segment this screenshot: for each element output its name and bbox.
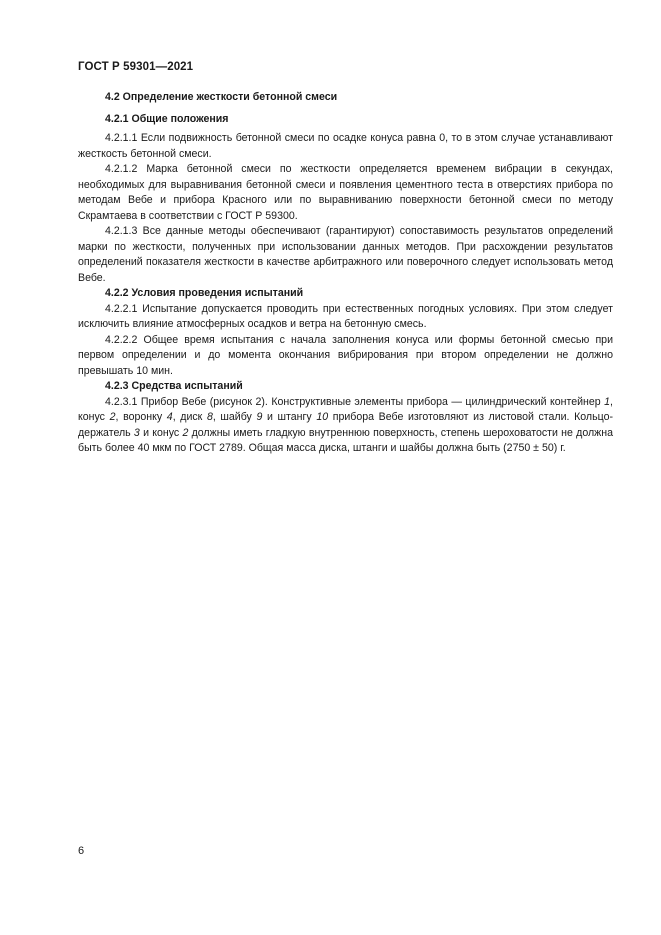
text-segment: и штангу — [262, 411, 317, 423]
item-number: 2 — [182, 426, 189, 439]
text-segment: прибора Вебе изготовляют из листовой стали. Кольцо-держатель — [78, 411, 613, 439]
standard-header: ГОСТ Р 59301—2021 — [78, 61, 194, 73]
item-number: 9 — [256, 411, 263, 423]
item-number: 10 — [316, 411, 329, 423]
item-number: 1 — [604, 395, 611, 408]
section-heading-4-2-2: 4.2.2 Условия проведения испытаний — [105, 287, 304, 299]
section-heading-4-2-1: 4.2.1 Общие положения — [105, 112, 229, 125]
paragraph-4-2-2-1: 4.2.2.1 Испытание допускается проводить при естественных погодных условиях. При этом следует исключить влияние атмосферных осадков и ветра на бетонную смесь. — [78, 302, 613, 330]
text-segment: , конус — [78, 395, 613, 423]
text-segment: , диск — [172, 411, 207, 423]
page-number: 6 — [78, 845, 85, 857]
item-number: 2 — [109, 411, 116, 423]
text-segment: , воронку — [115, 411, 167, 423]
text-segment: 4.2.3.1 Прибор Вебе (рисунок 2). Конструктивные элементы прибора — цилиндрический контейнер — [105, 395, 605, 408]
section-heading-4-2: 4.2 Определение жесткости бетонной смеси — [105, 91, 338, 103]
item-number: 8 — [206, 411, 213, 423]
paragraph-4-2-1-1: 4.2.1.1 Если подвижность бетонной смеси по осадке конуса равна 0, то в этом случае устанавливают жесткость бетонной смеси. — [78, 132, 613, 160]
paragraph-4-2-1-3: 4.2.1.3 Все данные методы обеспечивают (гарантируют) сопоставимость результатов определений марки по жесткости, полученных при использовании данных методов. При расхождении результатов определений показателя жесткости в качестве арбитражного или поверочного следует использовать метод Вебе. — [78, 225, 613, 284]
text-segment: должны иметь гладкую внутреннюю поверхность, степень шероховатости не должна быть более 40 мкм по ГОСТ 2789. Общая масса диска, штанги и шайбы должна быть (2750 ± 50) г. — [78, 426, 613, 454]
document-body — [78, 90, 613, 457]
section-heading-4-2-3: 4.2.3 Средства испытаний — [105, 380, 243, 392]
paragraph-4-2-3-1 — [78, 395, 613, 457]
paragraph-4-2-1-2: 4.2.1.2 Марка бетонной смеси по жесткости определяется временем вибрации в секундах, необходимых для выравнивания бетонной смеси и появления цементного теста в отверстиях прибора по методам Вебе и прибора Красного или по выравниванию поверхности бетонной смеси по методу Скрамтаева в соответствии с ГОСТ Р 59300. — [78, 163, 613, 222]
text-segment: и конус — [139, 426, 183, 439]
item-number: 3 — [133, 426, 140, 439]
text-segment: , шайбу — [212, 411, 257, 423]
paragraph-4-2-2-2: 4.2.2.2 Общее время испытания с начала заполнения конуса или формы бетонной смесью при первом определении и до момента окончания вибрирования при втором определении не должно превышать 10 мин. — [78, 333, 613, 377]
item-number: 4 — [166, 411, 173, 423]
